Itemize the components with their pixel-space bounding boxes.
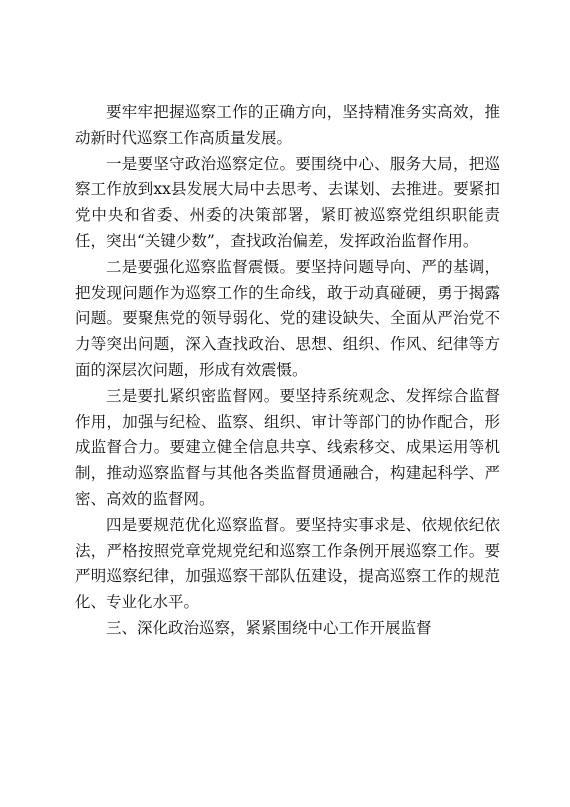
section-heading: 三、深化政治巡察，紧紧围绕中心工作开展监督 bbox=[106, 618, 432, 637]
paragraph-point-two: 二是要强化巡察监督震慑。要坚持问题导向、严的基调，把发现问题作为巡察工作的生命线，敢于动真碰硬，勇于揭露问题。要聚焦党的领导弱化、党的建设缺失、全面从严治党不力等突出问题，深入查找政治、思想、组织、作风、纪律等方面的深层次问题，形成有效震慑。 bbox=[75, 257, 500, 379]
paragraph-point-one: 一是要坚守政治巡察定位。要围绕中心、服务大局，把巡察工作放到xx县发展大局中去思考、去谋划、去推进。要紧扣党中央和省委、州委的决策部署，紧盯被巡察党组织职能责任，突出“关键少数”，查找政治偏差，发挥政治监督作用。 bbox=[75, 154, 500, 250]
paragraph-point-four: 四是要规范优化巡察监督。要坚持实事求是、依规依纪依法，严格按照党章党规党纪和巡察工作条例开展巡察工作。要严明巡察纪律，加强巡察干部队伍建设，提高巡察工作的规范化、专业化水平。 bbox=[75, 515, 500, 612]
paragraph-point-three: 三是要扎紧织密监督网。要坚持系统观念、发挥综合监督作用，加强与纪检、监察、组织、审计等部门的协作配合，形成监督合力。要建立健全信息共享、线索移交、成果运用等机制，推动巡察监督与其他各类监督贯通融合，构建起科学、严密、高效的监督网。 bbox=[75, 386, 500, 508]
document-body bbox=[75, 100, 500, 642]
paragraph-intro: 要牢牢把握巡察工作的正确方向，坚持精准务实高效，推动新时代巡察工作高质量发展。 bbox=[75, 103, 500, 147]
